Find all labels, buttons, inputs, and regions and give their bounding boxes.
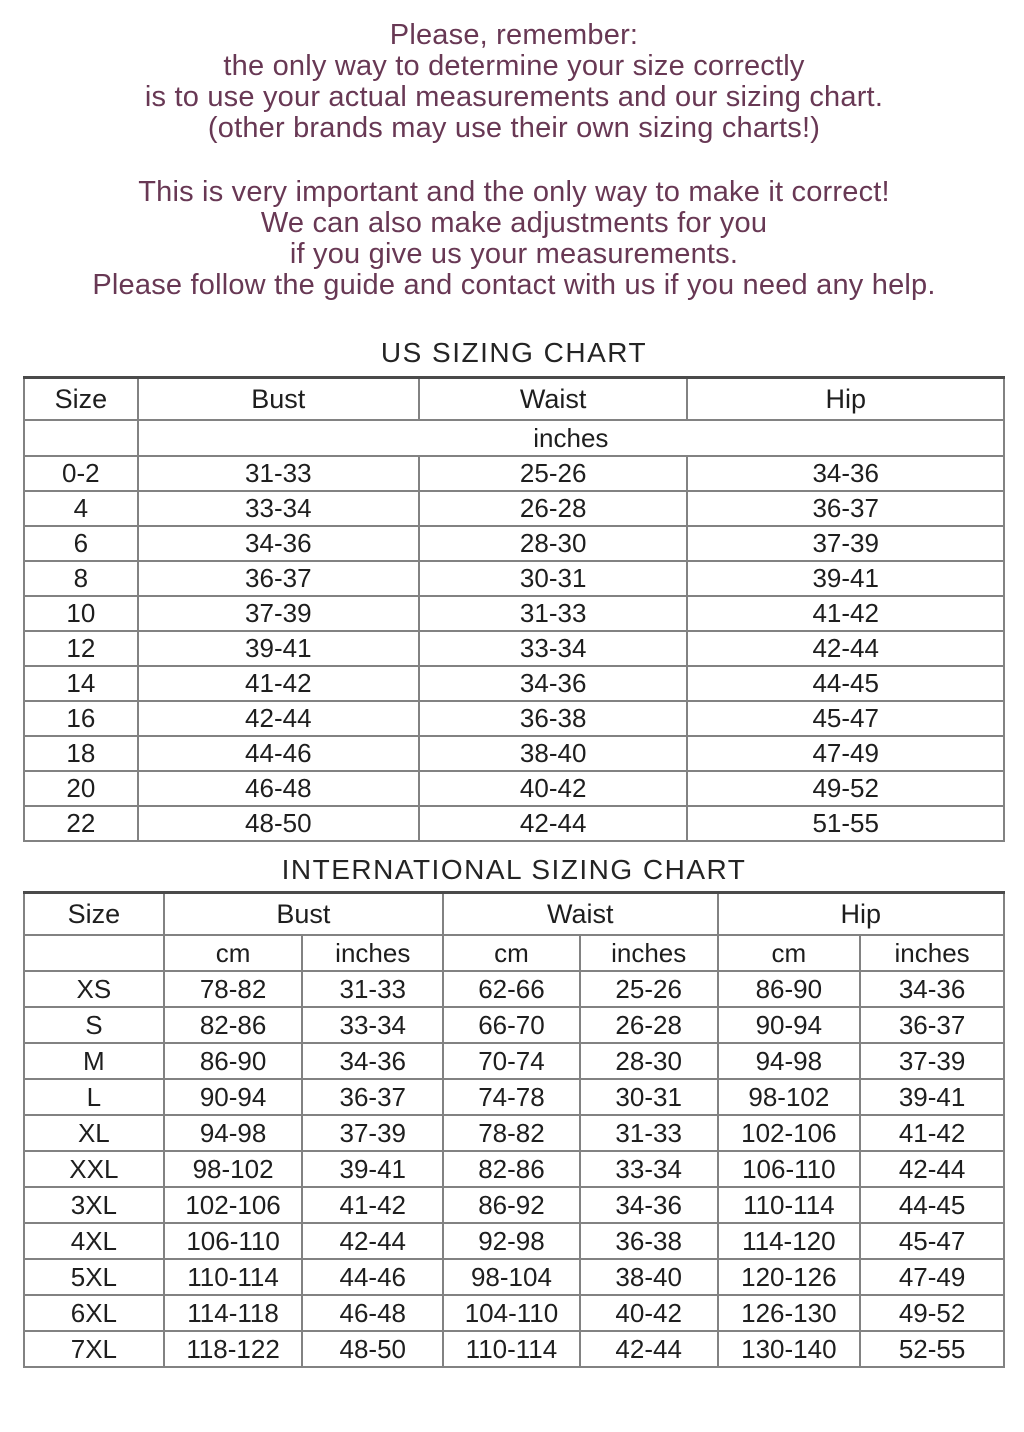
table-row xyxy=(24,491,1004,526)
table-cell: 98-102 xyxy=(164,1151,303,1187)
table-cell: 47-49 xyxy=(687,736,1004,771)
table-row xyxy=(24,1115,1004,1151)
table-cell: 110-114 xyxy=(443,1331,580,1367)
table-cell: 26-28 xyxy=(580,1007,718,1043)
intl-units-row xyxy=(24,935,1004,971)
table-cell: S xyxy=(24,1007,164,1043)
table-cell: 42-44 xyxy=(302,1223,443,1259)
table-cell: 41-42 xyxy=(860,1115,1004,1151)
hip-cm-label: cm xyxy=(718,935,861,971)
table-cell: 118-122 xyxy=(164,1331,303,1367)
table-cell: 86-90 xyxy=(718,971,861,1007)
table-cell: 130-140 xyxy=(718,1331,861,1367)
table-cell: 4XL xyxy=(24,1223,164,1259)
table-cell: 26-28 xyxy=(419,491,688,526)
table-cell: XXL xyxy=(24,1151,164,1187)
table-cell: 74-78 xyxy=(443,1079,580,1115)
table-row xyxy=(24,971,1004,1007)
table-cell: 42-44 xyxy=(860,1151,1004,1187)
table-cell: 33-34 xyxy=(138,491,419,526)
table-row xyxy=(24,456,1004,491)
table-cell: 40-42 xyxy=(419,771,688,806)
us-col-size: Size xyxy=(24,378,138,421)
table-row xyxy=(24,1007,1004,1043)
table-cell: 42-44 xyxy=(687,631,1004,666)
table-cell: XS xyxy=(24,971,164,1007)
table-cell: 44-46 xyxy=(138,736,419,771)
table-cell: M xyxy=(24,1043,164,1079)
intro-paragraph-1 xyxy=(23,20,1005,144)
table-cell: 48-50 xyxy=(138,806,419,841)
table-cell: 82-86 xyxy=(164,1007,303,1043)
intro-line: is to use your actual measurements and our sizing chart. xyxy=(144,81,884,113)
table-cell: 4 xyxy=(24,491,138,526)
table-row xyxy=(24,736,1004,771)
table-cell: 8 xyxy=(24,561,138,596)
table-cell: 36-38 xyxy=(580,1223,718,1259)
table-cell: 92-98 xyxy=(443,1223,580,1259)
table-cell: 38-40 xyxy=(580,1259,718,1295)
table-row xyxy=(24,701,1004,736)
table-cell: 12 xyxy=(24,631,138,666)
bust-cm-label: cm xyxy=(164,935,303,971)
table-cell: 110-114 xyxy=(718,1187,861,1223)
table-cell: 38-40 xyxy=(419,736,688,771)
table-cell: 25-26 xyxy=(580,971,718,1007)
table-cell: 33-34 xyxy=(302,1007,443,1043)
intl-col-hip: Hip xyxy=(718,893,1005,936)
intro-line: the only way to determine your size correctly xyxy=(223,50,805,82)
waist-cm-label: cm xyxy=(443,935,580,971)
table-row xyxy=(24,666,1004,701)
intro-line: We can also make adjustments for you xyxy=(260,207,768,239)
empty-cell xyxy=(24,935,164,971)
table-cell: 114-120 xyxy=(718,1223,861,1259)
table-cell: 6XL xyxy=(24,1295,164,1331)
table-row xyxy=(24,1223,1004,1259)
table-cell: 37-39 xyxy=(687,526,1004,561)
table-cell: 39-41 xyxy=(687,561,1004,596)
table-cell: 33-34 xyxy=(419,631,688,666)
table-row xyxy=(24,596,1004,631)
table-cell: 34-36 xyxy=(580,1187,718,1223)
table-cell: 78-82 xyxy=(443,1115,580,1151)
table-cell: 120-126 xyxy=(718,1259,861,1295)
table-cell: 30-31 xyxy=(419,561,688,596)
table-cell: 94-98 xyxy=(164,1115,303,1151)
table-cell: 36-38 xyxy=(419,701,688,736)
table-cell: 16 xyxy=(24,701,138,736)
table-cell: 22 xyxy=(24,806,138,841)
table-row xyxy=(24,1043,1004,1079)
table-row xyxy=(24,1151,1004,1187)
us-sizing-table xyxy=(23,376,1005,842)
table-cell: 114-118 xyxy=(164,1295,303,1331)
intro-line: Please follow the guide and contact with us if you need any help. xyxy=(92,269,936,301)
table-cell: 3XL xyxy=(24,1187,164,1223)
table-cell: 104-110 xyxy=(443,1295,580,1331)
table-row xyxy=(24,1259,1004,1295)
table-cell: 44-45 xyxy=(860,1187,1004,1223)
table-cell: 78-82 xyxy=(164,971,303,1007)
table-cell: 44-45 xyxy=(687,666,1004,701)
table-cell: 20 xyxy=(24,771,138,806)
table-cell: 49-52 xyxy=(687,771,1004,806)
table-cell: 98-102 xyxy=(718,1079,861,1115)
empty-cell xyxy=(24,420,138,456)
bust-inches-label: inches xyxy=(302,935,443,971)
table-cell: 41-42 xyxy=(687,596,1004,631)
table-cell: 110-114 xyxy=(164,1259,303,1295)
table-cell: 106-110 xyxy=(718,1151,861,1187)
intl-col-waist: Waist xyxy=(443,893,717,936)
table-cell: 42-44 xyxy=(138,701,419,736)
intro-line: if you give us your measurements. xyxy=(289,238,739,270)
table-cell: 28-30 xyxy=(419,526,688,561)
table-cell: 66-70 xyxy=(443,1007,580,1043)
table-cell: 6 xyxy=(24,526,138,561)
table-cell: 36-37 xyxy=(138,561,419,596)
intro-paragraph-2 xyxy=(23,177,1005,301)
table-cell: L xyxy=(24,1079,164,1115)
table-row xyxy=(24,771,1004,806)
intro-line: Please, remember: xyxy=(389,19,639,51)
table-cell: 52-55 xyxy=(860,1331,1004,1367)
table-cell: 34-36 xyxy=(419,666,688,701)
table-row xyxy=(24,631,1004,666)
table-cell: 70-74 xyxy=(443,1043,580,1079)
table-cell: XL xyxy=(24,1115,164,1151)
table-cell: 25-26 xyxy=(419,456,688,491)
table-cell: 82-86 xyxy=(443,1151,580,1187)
table-cell: 31-33 xyxy=(302,971,443,1007)
us-header-row xyxy=(24,378,1004,421)
table-cell: 36-37 xyxy=(860,1007,1004,1043)
table-cell: 90-94 xyxy=(718,1007,861,1043)
table-cell: 37-39 xyxy=(302,1115,443,1151)
table-cell: 86-90 xyxy=(164,1043,303,1079)
table-cell: 126-130 xyxy=(718,1295,861,1331)
intro-line: This is very important and the only way to make it correct! xyxy=(138,176,890,208)
intl-chart-title: INTERNATIONAL SIZING CHART xyxy=(281,854,747,885)
table-cell: 34-36 xyxy=(138,526,419,561)
table-cell: 31-33 xyxy=(419,596,688,631)
table-cell: 31-33 xyxy=(580,1115,718,1151)
intl-header-row xyxy=(24,893,1004,936)
table-cell: 46-48 xyxy=(302,1295,443,1331)
table-cell: 30-31 xyxy=(580,1079,718,1115)
hip-inches-label: inches xyxy=(860,935,1004,971)
table-cell: 40-42 xyxy=(580,1295,718,1331)
table-cell: 39-41 xyxy=(860,1079,1004,1115)
table-cell: 33-34 xyxy=(580,1151,718,1187)
intro-text xyxy=(23,20,1005,301)
table-cell: 14 xyxy=(24,666,138,701)
table-cell: 39-41 xyxy=(302,1151,443,1187)
table-row xyxy=(24,526,1004,561)
table-cell: 48-50 xyxy=(302,1331,443,1367)
us-col-waist: Waist xyxy=(419,378,688,421)
table-row xyxy=(24,561,1004,596)
table-cell: 98-104 xyxy=(443,1259,580,1295)
table-cell: 90-94 xyxy=(164,1079,303,1115)
table-cell: 102-106 xyxy=(164,1187,303,1223)
table-cell: 86-92 xyxy=(443,1187,580,1223)
table-row xyxy=(24,1295,1004,1331)
us-col-hip: Hip xyxy=(687,378,1004,421)
table-cell: 44-46 xyxy=(302,1259,443,1295)
table-row xyxy=(24,1079,1004,1115)
table-cell: 62-66 xyxy=(443,971,580,1007)
table-cell: 37-39 xyxy=(138,596,419,631)
table-cell: 34-36 xyxy=(302,1043,443,1079)
us-col-bust: Bust xyxy=(138,378,419,421)
table-row xyxy=(24,806,1004,841)
intl-sizing-table xyxy=(23,891,1005,1368)
table-cell: 51-55 xyxy=(687,806,1004,841)
table-cell: 0-2 xyxy=(24,456,138,491)
waist-inches-label: inches xyxy=(580,935,718,971)
table-cell: 102-106 xyxy=(718,1115,861,1151)
table-cell: 18 xyxy=(24,736,138,771)
table-cell: 34-36 xyxy=(687,456,1004,491)
table-row xyxy=(24,1187,1004,1223)
table-cell: 42-44 xyxy=(580,1331,718,1367)
table-row xyxy=(24,1331,1004,1367)
intl-col-bust: Bust xyxy=(164,893,443,936)
table-cell: 39-41 xyxy=(138,631,419,666)
us-chart-title: US SIZING CHART xyxy=(380,337,648,368)
table-cell: 46-48 xyxy=(138,771,419,806)
us-units-row xyxy=(24,420,1004,456)
table-cell: 36-37 xyxy=(687,491,1004,526)
table-cell: 28-30 xyxy=(580,1043,718,1079)
table-cell: 7XL xyxy=(24,1331,164,1367)
intro-line: (other brands may use their own sizing charts!) xyxy=(207,112,821,144)
table-cell: 31-33 xyxy=(138,456,419,491)
intl-col-size: Size xyxy=(24,893,164,936)
table-cell: 42-44 xyxy=(419,806,688,841)
table-cell: 45-47 xyxy=(860,1223,1004,1259)
table-cell: 47-49 xyxy=(860,1259,1004,1295)
table-cell: 49-52 xyxy=(860,1295,1004,1331)
table-cell: 10 xyxy=(24,596,138,631)
table-cell: 106-110 xyxy=(164,1223,303,1259)
table-cell: 36-37 xyxy=(302,1079,443,1115)
table-cell: 34-36 xyxy=(860,971,1004,1007)
table-cell: 41-42 xyxy=(302,1187,443,1223)
table-cell: 94-98 xyxy=(718,1043,861,1079)
table-cell: 45-47 xyxy=(687,701,1004,736)
table-cell: 37-39 xyxy=(860,1043,1004,1079)
us-units-label: inches xyxy=(138,420,1004,456)
table-cell: 5XL xyxy=(24,1259,164,1295)
table-cell: 41-42 xyxy=(138,666,419,701)
